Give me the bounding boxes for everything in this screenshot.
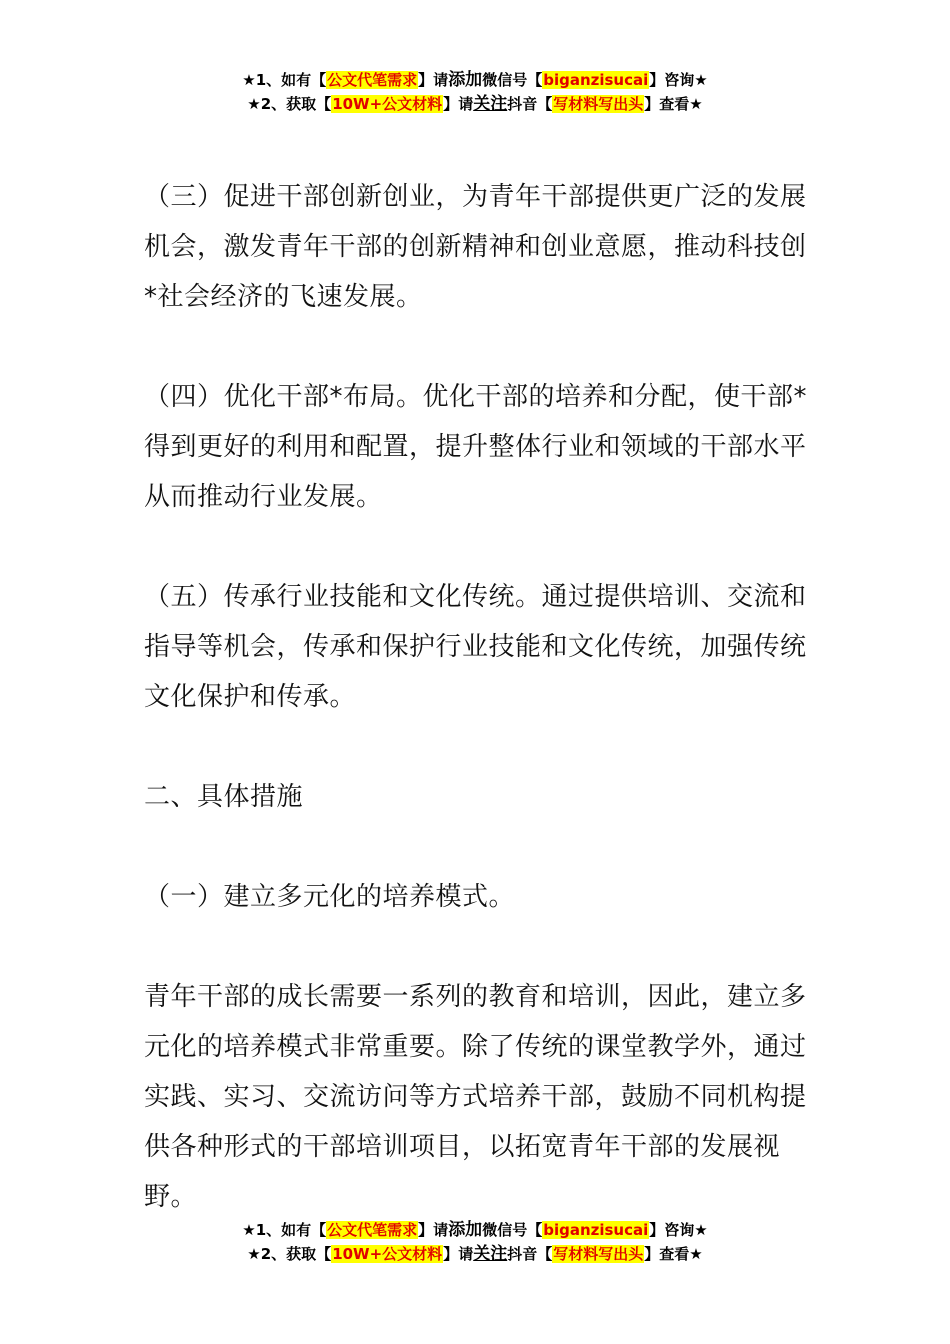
banner-highlight: 公文代笔需求 <box>327 1221 418 1239</box>
document-body <box>144 172 809 1272</box>
banner-text: 】查看★ <box>644 95 703 113</box>
banner-line-2 <box>0 92 950 116</box>
banner-text: 】咨询★ <box>649 71 708 89</box>
banner-text: ★2、获取【 <box>247 95 332 113</box>
banner-text: ★1、如有【 <box>242 1221 327 1239</box>
banner-highlight: 写材料写出头 <box>553 95 644 113</box>
banner-highlight: 10W+公文材料 <box>332 95 443 113</box>
banner-text: 】请 <box>418 71 449 89</box>
banner-line-1 <box>0 1218 950 1242</box>
banner-highlight: 写材料写出头 <box>553 1245 644 1263</box>
banner-line-1 <box>0 68 950 92</box>
banner-text: 抖音【 <box>507 1245 553 1263</box>
banner-emphasis: 关注 <box>473 1244 508 1264</box>
banner-text: 】请 <box>443 95 474 113</box>
banner-highlight: biganzisucai <box>543 1221 649 1239</box>
subsection-heading: （一）建立多元化的培养模式。 <box>144 882 516 912</box>
banner-text: ★2、获取【 <box>247 1245 332 1263</box>
section-heading: 二、具体措施 <box>144 782 304 812</box>
banner-text: 】请 <box>418 1221 449 1239</box>
header-banner <box>0 68 950 116</box>
paragraph: （三）促进干部创新创业，为青年干部提供更广泛的发展机会，激发青年干部的创新精神和创业意愿，推动科技创*社会经济的飞速发展。 <box>144 182 807 312</box>
banner-highlight: 公文代笔需求 <box>327 71 418 89</box>
banner-emphasis: 关注 <box>473 94 508 114</box>
banner-text: 微信号【 <box>482 1221 543 1239</box>
banner-text: 】请 <box>443 1245 474 1263</box>
banner-text: ★1、如有【 <box>242 71 327 89</box>
banner-text: 微信号【 <box>482 71 543 89</box>
banner-highlight: biganzisucai <box>543 71 649 89</box>
banner-line-2 <box>0 1242 950 1266</box>
banner-highlight: 10W+公文材料 <box>332 1245 443 1263</box>
banner-text: 】咨询★ <box>649 1221 708 1239</box>
paragraph: （五）传承行业技能和文化传统。通过提供培训、交流和指导等机会，传承和保护行业技能和文化传统，加强传统文化保护和传承。 <box>144 582 807 712</box>
banner-text: 抖音【 <box>507 95 553 113</box>
banner-emphasis: 添加 <box>448 1220 483 1240</box>
footer-banner <box>0 1218 950 1266</box>
paragraph: 青年干部的成长需要一系列的教育和培训，因此，建立多元化的培养模式非常重要。除了传统的课堂教学外，通过实践、实习、交流访问等方式培养干部，鼓励不同机构提供各种形式的干部培训项目，以拓宽青年干部的发展视野。 <box>144 982 807 1212</box>
banner-text: 】查看★ <box>644 1245 703 1263</box>
banner-emphasis: 添加 <box>448 70 483 90</box>
paragraph: （四）优化干部*布局。优化干部的培养和分配，使干部*得到更好的利用和配置，提升整体行业和领域的干部水平从而推动行业发展。 <box>144 382 808 512</box>
